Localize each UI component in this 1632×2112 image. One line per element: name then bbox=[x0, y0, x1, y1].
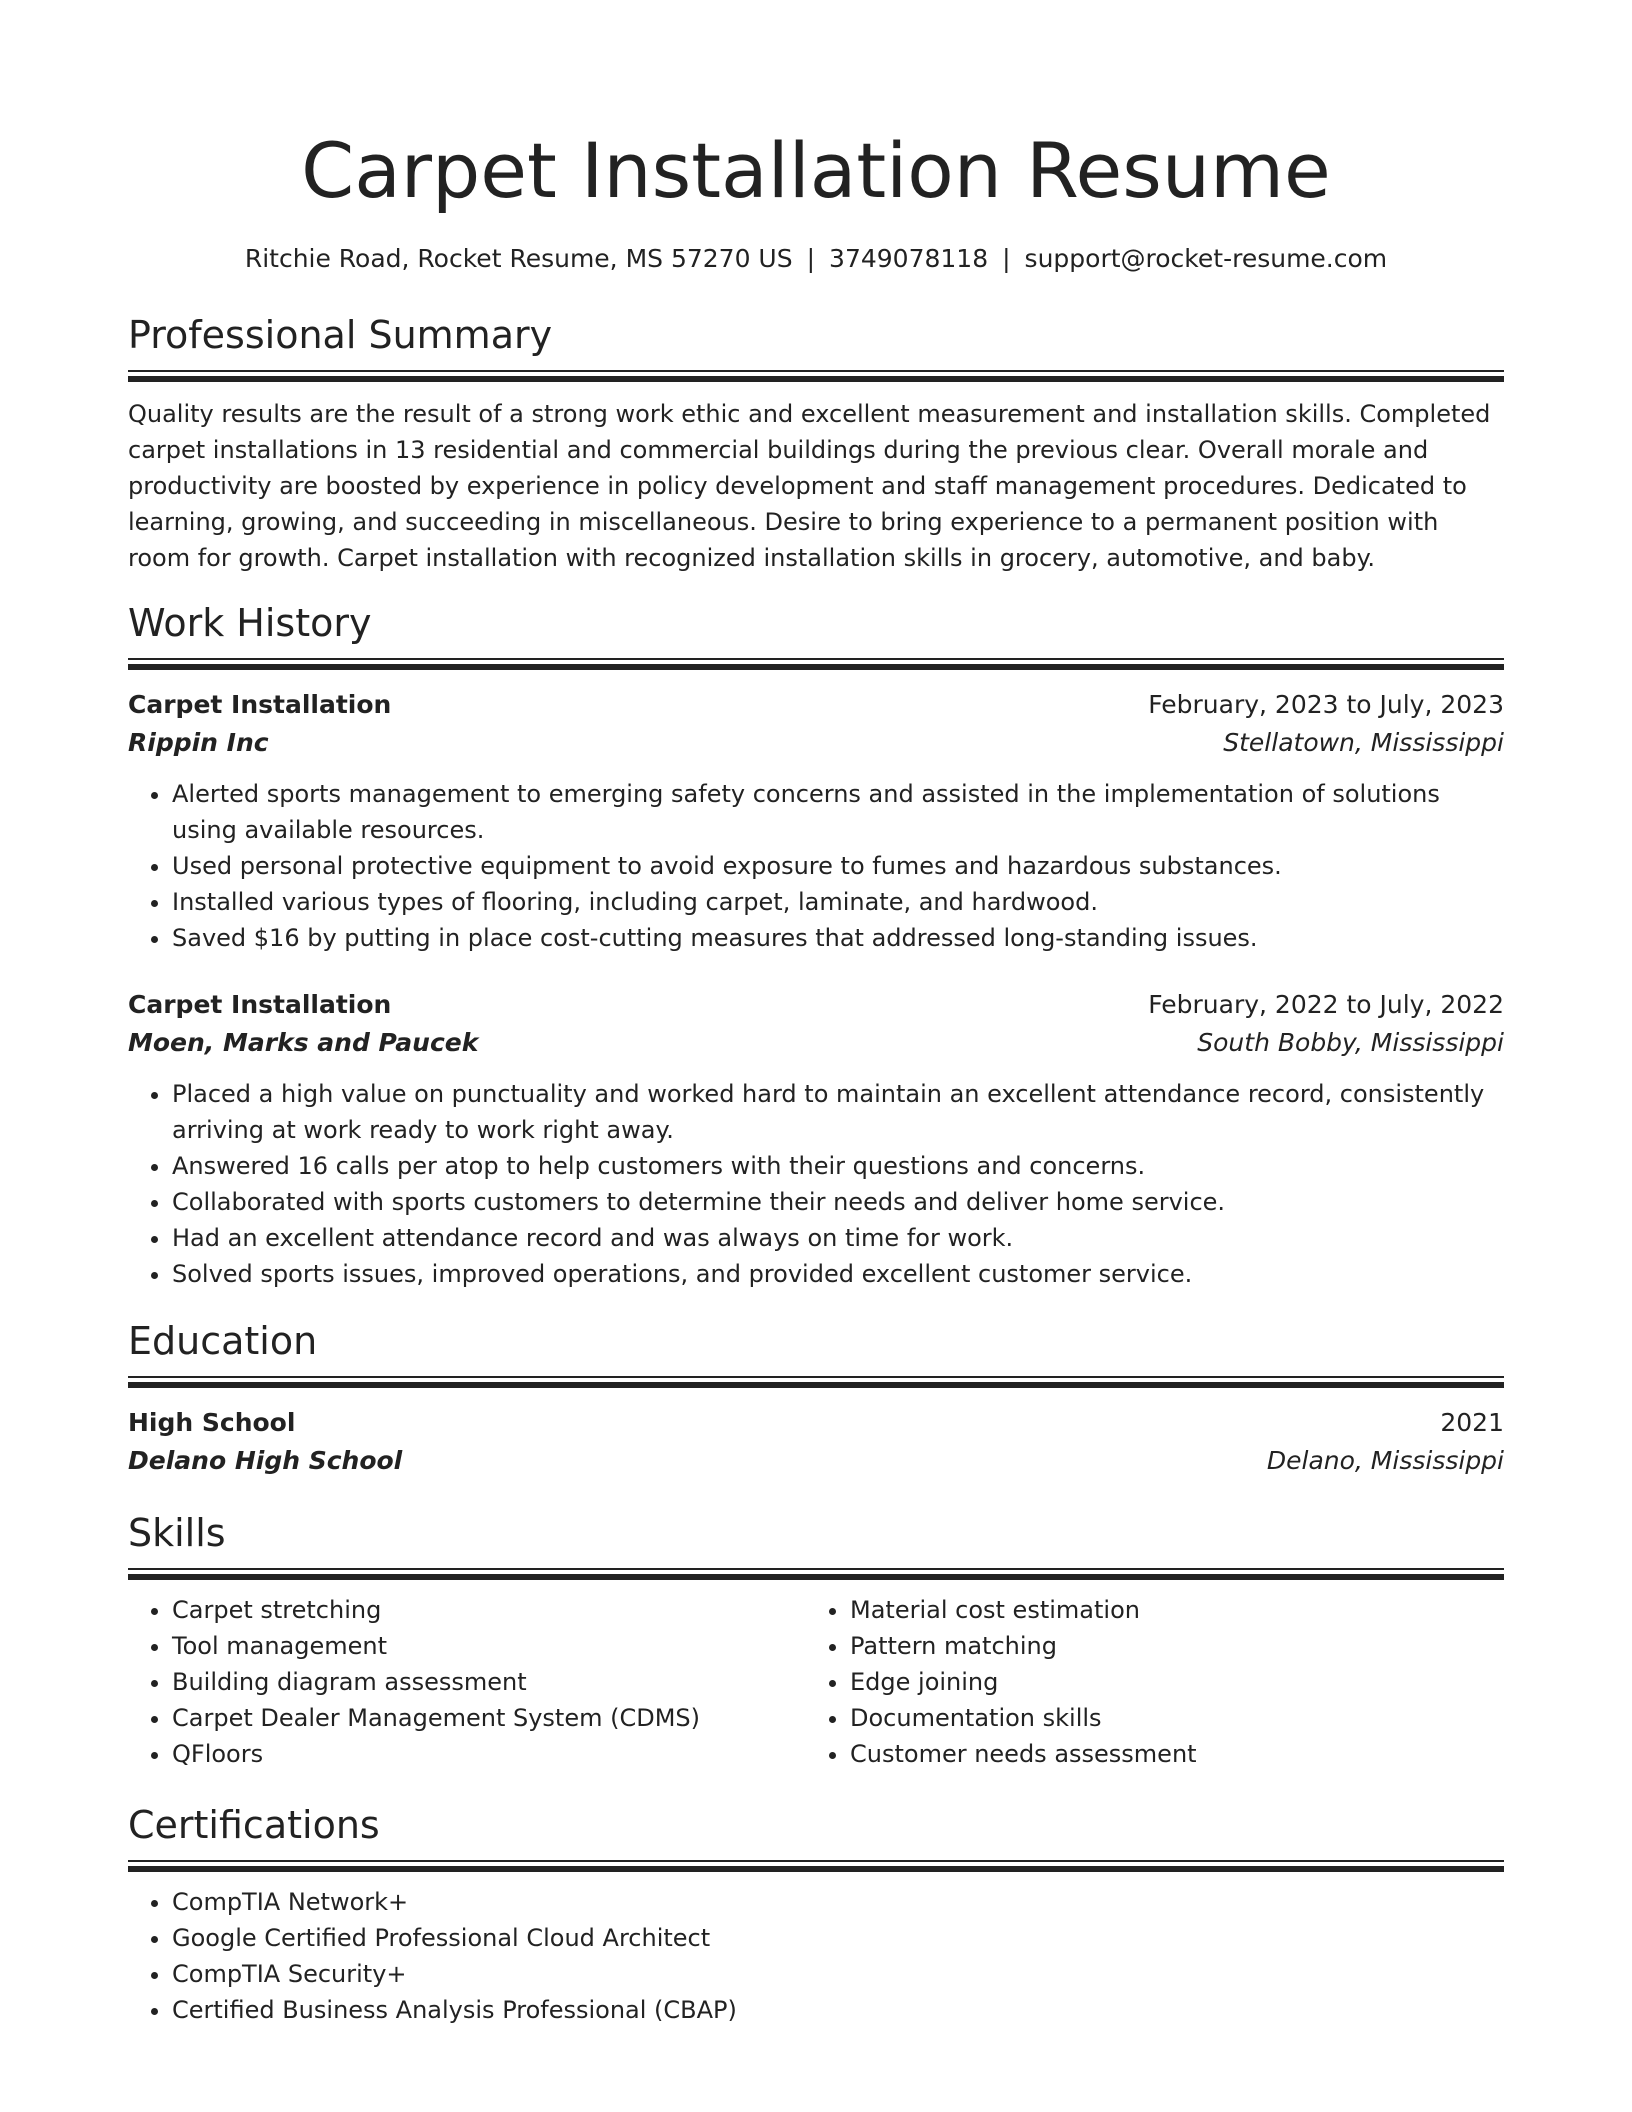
contact-email: support@rocket-resume.com bbox=[1024, 244, 1388, 273]
skills-columns bbox=[128, 1592, 1504, 1772]
section-divider bbox=[128, 1568, 1504, 1580]
education-entry bbox=[128, 1404, 1504, 1480]
job-title: Carpet Installation bbox=[128, 990, 392, 1019]
list-item: • Had an excellent attendance record and was always on time for work. bbox=[172, 1220, 1504, 1256]
skills-list-right bbox=[806, 1592, 1484, 1772]
education-section bbox=[128, 1316, 1504, 1480]
section-divider bbox=[128, 1860, 1504, 1872]
list-item: • Installed various types of flooring, including carpet, laminate, and hardwood. bbox=[172, 884, 1504, 920]
skills-list-left bbox=[128, 1592, 806, 1772]
summary-text: Quality results are the result of a strong work ethic and excellent measurement and installation skills. Completed carpet installations in 13 residential and commercial buildings during the previous clear. Overall morale and productivity are boosted by experience in policy development and staff management procedures. Dedicated to learning, growing, and succeeding in miscellaneous. Desire to bring experience to a permanent position with room for growth. Carpet installation with recognized installation skills in grocery, automotive, and baby. bbox=[128, 400, 1491, 572]
section-divider bbox=[128, 1376, 1504, 1388]
list-item: • Certified Business Analysis Professional (CBAP) bbox=[172, 1992, 1504, 2028]
resume-title: Carpet Installation Resume bbox=[301, 126, 1331, 215]
list-item: • CompTIA Security+ bbox=[172, 1956, 1504, 1992]
education-location: Delano, Mississippi bbox=[1266, 1446, 1504, 1475]
list-item: • Carpet Dealer Management System (CDMS) bbox=[172, 1700, 806, 1736]
certifications-list bbox=[128, 1884, 1504, 2028]
job-location: Stellatown, Mississippi bbox=[1223, 728, 1504, 757]
certifications-section bbox=[128, 1800, 1504, 2028]
job-dates: February, 2022 to July, 2022 bbox=[1148, 990, 1504, 1019]
list-item: • Placed a high value on punctuality and worked hard to maintain an excellent attendance record, consistently arriving at work ready to work right away. bbox=[172, 1076, 1504, 1148]
education-school: Delano High School bbox=[128, 1446, 403, 1475]
job-entry bbox=[128, 986, 1504, 1292]
section-divider bbox=[128, 370, 1504, 382]
job-entry bbox=[128, 686, 1504, 956]
list-item: • Carpet stretching bbox=[172, 1592, 806, 1628]
section-title-summary: Professional Summary bbox=[128, 313, 553, 357]
list-item: • Collaborated with sports customers to determine their needs and deliver home service. bbox=[172, 1184, 1504, 1220]
list-item: • Google Certified Professional Cloud Architect bbox=[172, 1920, 1504, 1956]
job-bullets bbox=[128, 776, 1504, 956]
list-item: • Building diagram assessment bbox=[172, 1664, 806, 1700]
list-item: • Material cost estimation bbox=[850, 1592, 1484, 1628]
contact-line bbox=[128, 242, 1504, 276]
list-item: • QFloors bbox=[172, 1736, 806, 1772]
resume-page bbox=[128, 0, 1504, 2028]
job-company: Rippin Inc bbox=[128, 728, 269, 757]
contact-separator: | bbox=[806, 244, 816, 273]
list-item: • CompTIA Network+ bbox=[172, 1884, 1504, 1920]
section-title-skills: Skills bbox=[128, 1511, 226, 1555]
list-item: • Answered 16 calls per atop to help customers with their questions and concerns. bbox=[172, 1148, 1504, 1184]
list-item: • Customer needs assessment bbox=[850, 1736, 1484, 1772]
job-dates: February, 2023 to July, 2023 bbox=[1148, 690, 1504, 719]
job-company: Moen, Marks and Paucek bbox=[128, 1028, 479, 1057]
contact-phone: 3749078118 bbox=[829, 244, 989, 273]
job-title: Carpet Installation bbox=[128, 690, 392, 719]
section-title-education: Education bbox=[128, 1319, 318, 1363]
contact-separator: | bbox=[1002, 244, 1011, 273]
section-title-certifications: Certifications bbox=[128, 1803, 380, 1847]
list-item: • Saved $16 by putting in place cost-cutting measures that addressed long-standing issues. bbox=[172, 920, 1504, 956]
education-year: 2021 bbox=[1440, 1408, 1504, 1437]
section-divider bbox=[128, 658, 1504, 670]
section-title-work: Work History bbox=[128, 601, 372, 645]
job-location: South Bobby, Mississippi bbox=[1197, 1028, 1504, 1057]
list-item: • Edge joining bbox=[850, 1664, 1484, 1700]
education-degree: High School bbox=[128, 1408, 296, 1437]
contact-address: Ritchie Road, Rocket Resume, MS 57270 US bbox=[244, 244, 793, 273]
list-item: • Used personal protective equipment to avoid exposure to fumes and hazardous substances. bbox=[172, 848, 1504, 884]
list-item: • Solved sports issues, improved operations, and provided excellent customer service. bbox=[172, 1256, 1504, 1292]
work-section bbox=[128, 598, 1504, 1292]
list-item: • Alerted sports management to emerging safety concerns and assisted in the implementation of solutions using available resources. bbox=[172, 776, 1504, 848]
list-item: • Tool management bbox=[172, 1628, 806, 1664]
list-item: • Documentation skills bbox=[850, 1700, 1484, 1736]
job-bullets bbox=[128, 1076, 1504, 1292]
summary-section bbox=[128, 310, 1504, 576]
skills-section bbox=[128, 1508, 1504, 1772]
list-item: • Pattern matching bbox=[850, 1628, 1484, 1664]
